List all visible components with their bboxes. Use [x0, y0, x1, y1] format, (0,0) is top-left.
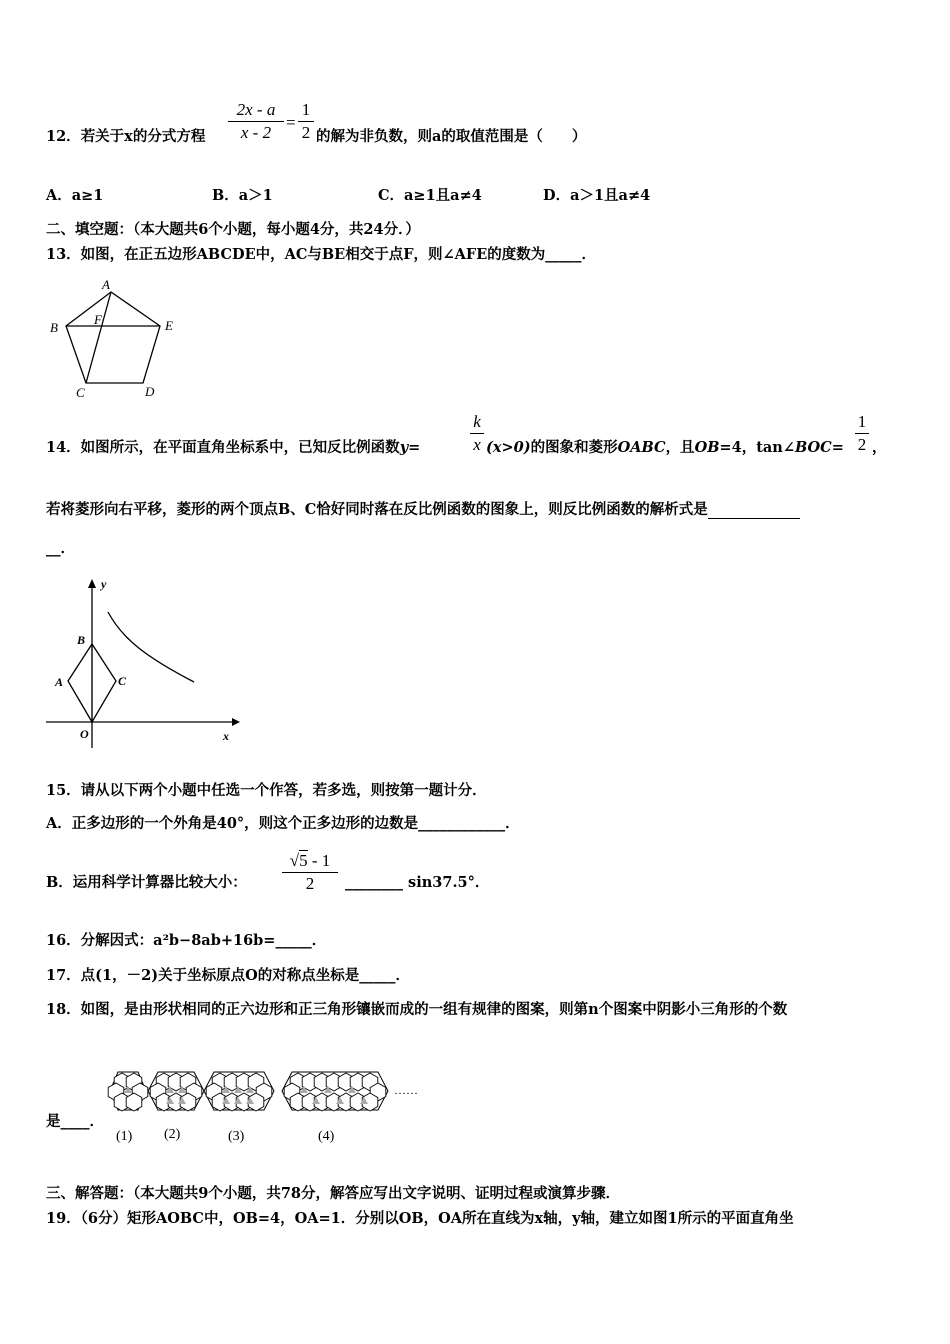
- q15-part-b-suffix: ________ sin37.5°．: [345, 874, 490, 891]
- graph-label-o: O: [80, 727, 89, 741]
- graph-label-c: C: [118, 674, 127, 688]
- hexagon-pattern-figure: [106, 1068, 426, 1148]
- graph-label-b: B: [77, 633, 86, 647]
- pentagon-label-c: C: [76, 385, 85, 400]
- q15-part-a: A．正多边形的一个外角是40°，则这个正多边形的边数是____________．: [46, 815, 520, 832]
- q14-line1-rest: (x>0)的图象和菱形OABC，且OB=4，tan∠BOC=: [486, 439, 844, 456]
- q17-text: 17．点(1，－2)关于坐标原点O的对称点坐标是_____．: [46, 967, 410, 984]
- pattern-1: [108, 1072, 148, 1111]
- pattern-ellipsis: ……: [394, 1083, 418, 1097]
- pattern-4: [282, 1072, 388, 1111]
- pattern-2: [148, 1072, 204, 1111]
- q14-k-fraction: k x: [470, 412, 484, 455]
- caption-2: (2): [164, 1127, 181, 1142]
- q12-fraction-lhs: 2x - a x - 2: [228, 100, 284, 143]
- q15-sqrt-fraction: √5 - 1 2: [282, 851, 338, 894]
- q14-half-fraction: 1 2: [855, 412, 869, 455]
- q12-equals: =: [286, 113, 296, 132]
- graph-label-a: A: [55, 675, 64, 689]
- q14-comma: ，: [872, 439, 887, 456]
- q12-prefix: 12．若关于x的分式方程: [46, 128, 206, 145]
- q12-suffix: 的解为非负数，则a的取值范围是（ ）: [316, 128, 587, 145]
- q14-graph: [46, 574, 246, 752]
- section3-title: 三、解答题：（本大题共9个小题，共78分，解答应写出文字说明、证明过程或演算步骤．: [46, 1185, 621, 1202]
- q18-line2: 是____．: [46, 1113, 104, 1130]
- q12-fraction-rhs: 1 2: [298, 100, 314, 143]
- q14-line3: __．: [46, 540, 75, 557]
- q15-part-b-prefix: B．运用科学计算器比较大小：: [46, 874, 247, 891]
- q16-text: 16．分解因式：a²b−8ab+16b=_____．: [46, 932, 327, 949]
- q13-text: 13．如图，在正五边形ABCDE中，AC与BE相交于点F，则∠AFE的度数为_____．: [46, 246, 597, 263]
- q12-option-c: C．a≥1且a≠4: [378, 187, 482, 204]
- q19-text: 19．（6分）矩形AOBC中，OB=4，OA=1．分别以OB，OA所在直线为x轴，y轴，建立如图1所示的平面直角坐: [46, 1210, 794, 1227]
- q12-option-b: B．a＞1: [212, 187, 273, 204]
- pentagon-label-a: A: [102, 277, 110, 292]
- pattern-3: [204, 1072, 274, 1111]
- pentagon-label-f: F: [94, 312, 102, 327]
- sqrt-icon: √: [289, 851, 300, 870]
- pentagon-figure: [46, 276, 186, 402]
- pentagon-label-b: B: [50, 320, 58, 335]
- graph-label-y: y: [101, 577, 107, 591]
- pentagon-label-d: D: [145, 384, 155, 399]
- pentagon-label-e: E: [165, 318, 173, 333]
- caption-3: (3): [228, 1129, 245, 1144]
- q18-line1: 18．如图，是由形状相同的正六边形和正三角形镶嵌而成的一组有规律的图案，则第n个图案中阴影小三角形的个数: [46, 1001, 788, 1018]
- q14-line1-prefix: 14．如图所示，在平面直角坐标系中，已知反比例函数y=: [46, 439, 421, 456]
- caption-1: (1): [116, 1129, 133, 1144]
- q12-option-d: D．a＞1且a≠4: [543, 187, 651, 204]
- q15-title: 15．请从以下两个小题中任选一个作答，若多选，则按第一题计分．: [46, 782, 487, 799]
- q14-line2: 若将菱形向右平移，菱形的两个顶点B、C恰好同时落在反比例函数的图象上，则反比例函数的解析式是: [46, 501, 800, 519]
- graph-label-x: x: [223, 729, 229, 743]
- caption-4: (4): [318, 1129, 335, 1144]
- section2-title: 二、填空题：（本大题共6个小题，每小题4分，共24分．）: [46, 221, 420, 238]
- q12-option-a: A．a≥1: [46, 187, 104, 204]
